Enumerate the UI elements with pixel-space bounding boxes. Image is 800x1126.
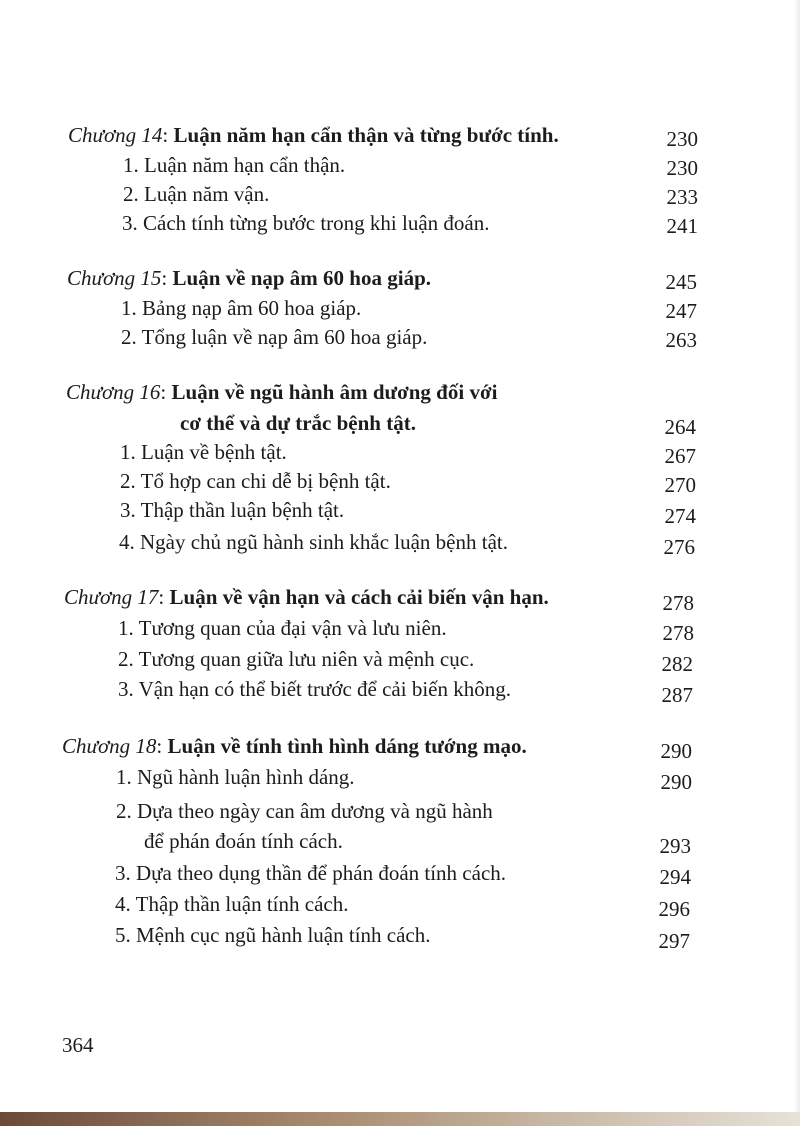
chapter-title: Luận về ngũ hành âm dương đối với	[171, 380, 498, 404]
chapter-heading	[68, 120, 559, 150]
chapter-title: Luận về vận hạn và cách cải biến vận hạn.	[169, 585, 549, 609]
toc-item: 3. Vận hạn có thể biết trước để cải biến không.	[118, 677, 511, 701]
chapter-label: Chương 16	[66, 380, 161, 404]
chapter-title: Luận về tính tình hình dáng tướng mạo.	[167, 734, 527, 758]
chapter-page-number: 264	[664, 415, 696, 439]
toc-item: 4. Ngày chủ ngũ hành sinh khắc luận bệnh tật.	[119, 530, 508, 554]
toc-item: 2. Tổ hợp can chi dễ bị bệnh tật.	[120, 469, 391, 493]
chapter-separator: :	[161, 266, 173, 290]
toc-item: 1. Luận về bệnh tật.	[120, 440, 287, 464]
toc-item-page: 278	[662, 621, 694, 645]
chapter-separator: :	[162, 123, 174, 147]
chapter-label: Chương 14	[68, 123, 163, 147]
toc-item: 4. Thập thần luận tính cách.	[115, 892, 349, 916]
chapter-page-number: 290	[660, 739, 692, 763]
toc-item-page: 233	[666, 185, 698, 209]
chapter-label: Chương 15	[67, 266, 162, 290]
toc-item: 2. Tương quan giữa lưu niên và mệnh cục.	[118, 647, 475, 671]
toc-item: 2. Tổng luận về nạp âm 60 hoa giáp.	[121, 325, 428, 349]
chapter-title: Luận năm hạn cẩn thận và từng bước tính.	[173, 123, 559, 147]
toc-item-page: 230	[666, 156, 698, 180]
toc-item-page: 267	[664, 444, 696, 468]
toc-item: 3. Cách tính từng bước trong khi luận đoán.	[122, 211, 490, 235]
chapter-heading	[62, 731, 527, 761]
chapter-title-continued: cơ thể và dự trắc bệnh tật.	[180, 411, 416, 435]
toc-item-page: 294	[659, 865, 691, 889]
toc-item-page: 290	[660, 770, 692, 794]
toc-item-page: 276	[663, 535, 695, 559]
chapter-heading	[66, 377, 497, 407]
toc-item: 1. Bảng nạp âm 60 hoa giáp.	[121, 296, 362, 320]
chapter-heading	[64, 582, 549, 612]
chapter-page-number: 245	[665, 270, 697, 294]
toc-item-page: 263	[665, 328, 697, 352]
chapter-separator: :	[156, 734, 168, 758]
toc-item: 1. Luận năm hạn cẩn thận.	[123, 153, 346, 177]
toc-item: 1. Tương quan của đại vận và lưu niên.	[118, 616, 447, 640]
toc-item: 3. Dựa theo dụng thần để phán đoán tính cách.	[115, 861, 507, 885]
toc-item-page: 270	[664, 473, 696, 497]
page-shadow	[794, 0, 800, 1112]
page-bottom-edge	[0, 1112, 800, 1126]
toc-item-page: 293	[659, 834, 691, 858]
chapter-page-number: 278	[662, 591, 694, 615]
toc-item-page: 247	[665, 299, 697, 323]
chapter-separator: :	[160, 380, 172, 404]
toc-item: 1. Ngũ hành luận hình dáng.	[116, 765, 355, 789]
chapter-title: Luận về nạp âm 60 hoa giáp.	[172, 266, 431, 290]
toc-item-page: 297	[658, 929, 690, 953]
toc-item-page: 287	[661, 683, 693, 707]
chapter-page-number: 230	[666, 127, 698, 151]
chapter-label: Chương 17	[64, 585, 159, 609]
page-number: 364	[62, 1033, 94, 1057]
chapter-separator: :	[158, 585, 170, 609]
toc-item: 3. Thập thần luận bệnh tật.	[120, 498, 345, 522]
toc-item-page: 274	[664, 504, 696, 528]
chapter-label: Chương 18	[62, 734, 157, 758]
toc-item-continued: để phán đoán tính cách.	[144, 829, 343, 853]
toc-item-page: 282	[661, 652, 693, 676]
toc-item-page: 241	[666, 214, 698, 238]
toc-item: 2. Dựa theo ngày can âm dương và ngũ hành	[116, 799, 493, 823]
toc-item: 5. Mệnh cục ngũ hành luận tính cách.	[115, 923, 431, 947]
toc-item-page: 296	[658, 897, 690, 921]
chapter-heading	[67, 263, 431, 293]
toc-item: 2. Luận năm vận.	[123, 182, 270, 206]
